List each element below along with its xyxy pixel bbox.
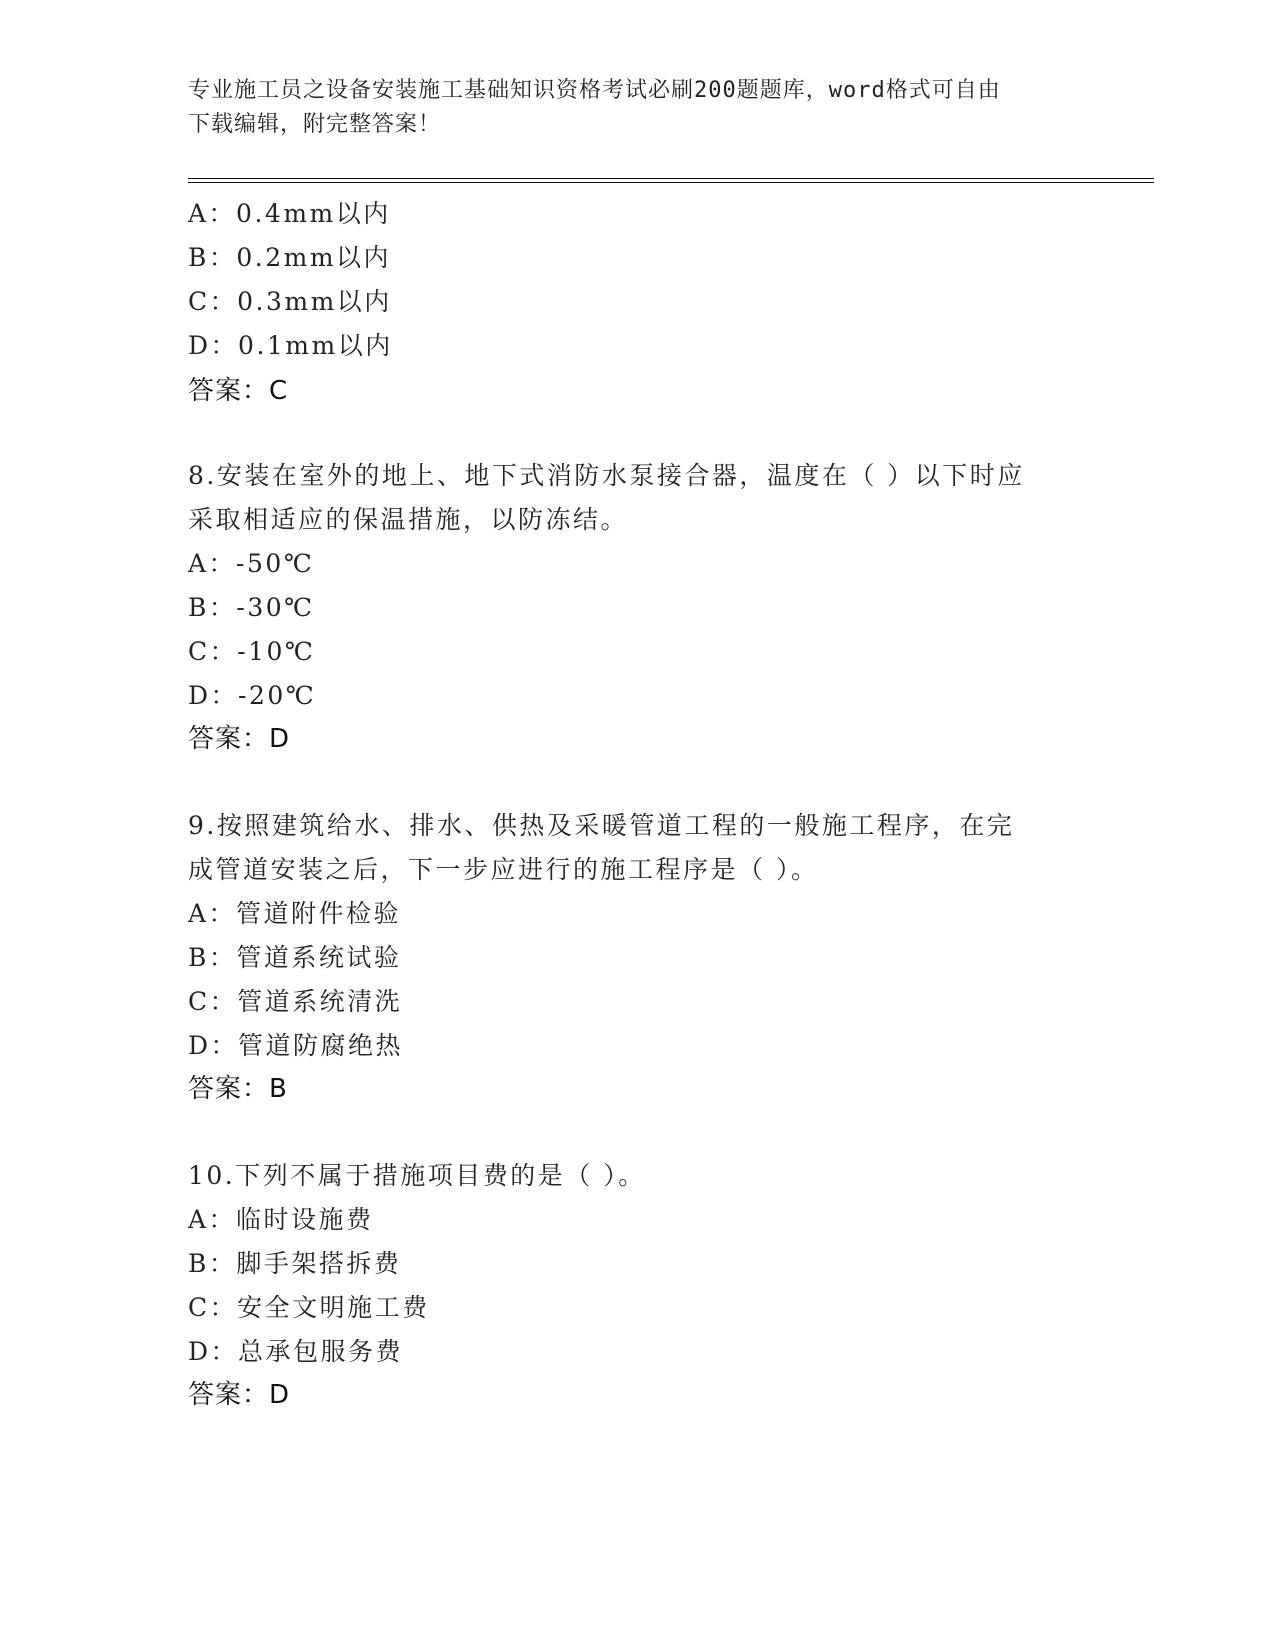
q8-answer: 答案：D — [188, 724, 291, 754]
q7-option-b: B：0.2mm以内 — [188, 243, 392, 272]
q7-option-c: C：0.3mm以内 — [188, 287, 392, 316]
q8-option-d: D：-20℃ — [188, 681, 317, 710]
q9-option-b: B：管道系统试验 — [188, 943, 402, 972]
q10-option-d: D：总承包服务费 — [188, 1337, 404, 1366]
q9-option-a: A：管道附件检验 — [188, 899, 402, 928]
q8-stem-line-1: 8.安装在室外的地上、地下式消防水泵接合器，温度在（ ）以下时应 — [188, 461, 1025, 490]
q9-stem-line-2: 成管道安装之后，下一步应进行的施工程序是（ ）。 — [188, 855, 819, 884]
q9-option-c: C：管道系统清洗 — [188, 987, 403, 1016]
q7-answer: 答案：C — [188, 376, 289, 406]
q8-option-c: C：-10℃ — [188, 637, 316, 666]
q8-option-a: A：-50℃ — [188, 549, 315, 578]
q10-option-b: B：脚手架搭拆费 — [188, 1249, 402, 1278]
q10-option-c: C：安全文明施工费 — [188, 1293, 430, 1322]
document-header — [188, 74, 1068, 142]
q7-option-d: D：0.1mm以内 — [188, 331, 393, 360]
q9-stem-line-1: 9.按照建筑给水、排水、供热及采暖管道工程的一般施工程序，在完 — [188, 811, 1015, 840]
header-divider-top — [188, 178, 1154, 179]
header-title-line-2: 下载编辑，附完整答案！ — [188, 112, 442, 137]
q7-option-a: A：0.4mm以内 — [188, 199, 391, 228]
q10-answer: 答案：D — [188, 1380, 291, 1410]
header-title-line-1: 专业施工员之设备安装施工基础知识资格考试必刷200题题库，word格式可自由 — [188, 78, 1001, 103]
q8-stem-line-2: 采取相适应的保温措施，以防冻结。 — [188, 505, 629, 534]
q10-stem-line-1: 10.下列不属于措施项目费的是（ ）。 — [188, 1161, 646, 1190]
q9-option-d: D：管道防腐绝热 — [188, 1031, 404, 1060]
q10-option-a: A：临时设施费 — [188, 1205, 374, 1234]
q8-option-b: B：-30℃ — [188, 593, 315, 622]
header-divider-bottom — [188, 182, 1154, 183]
q9-answer: 答案：B — [188, 1074, 288, 1104]
